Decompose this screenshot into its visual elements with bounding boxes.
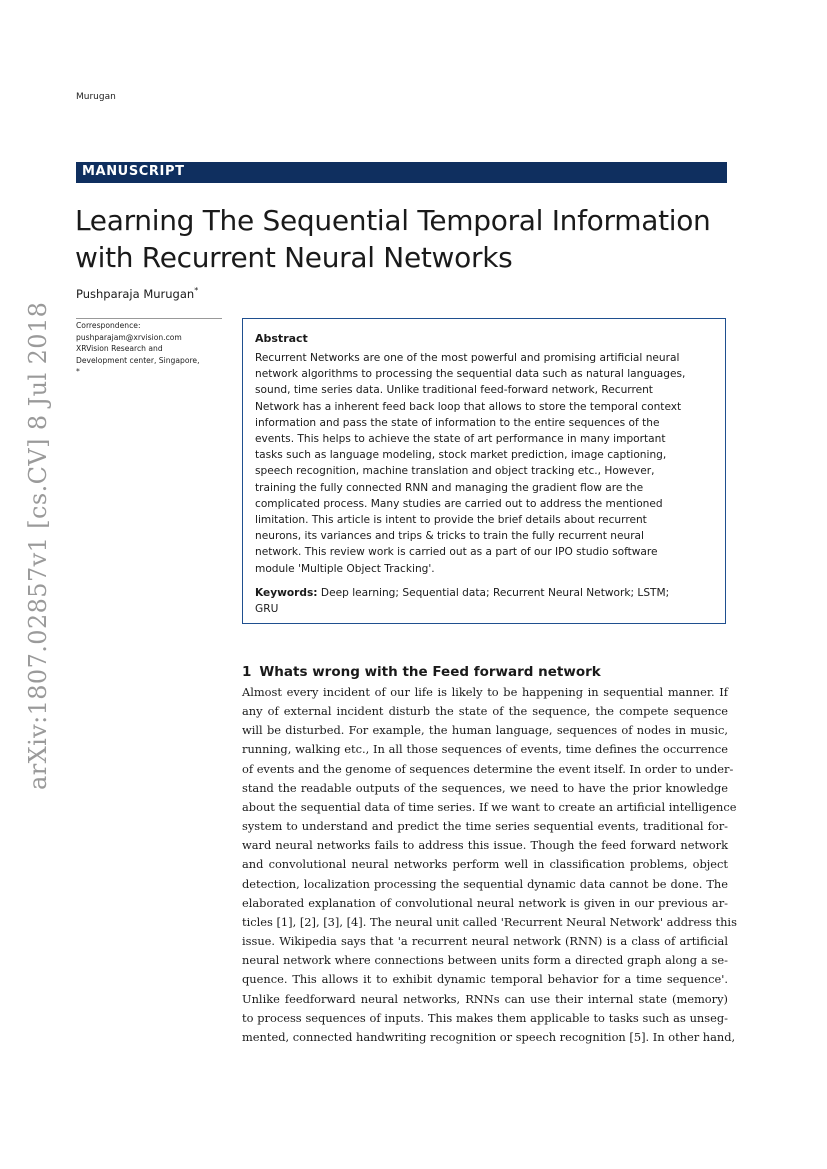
body-line: elaborated explanation of convolutional neural network is given in our previous ar- — [242, 895, 728, 910]
body-line: mented, connected handwriting recognition or speech recognition [5]. In other hand, — [242, 1029, 736, 1044]
running-head: Murugan — [76, 92, 116, 102]
abstract-line: information and pass the state of information to the entire sequences of the — [255, 416, 660, 429]
keywords-list-cont: GRU — [255, 603, 279, 616]
abstract-line: Recurrent Networks are one of the most powerful and promising artificial neural — [255, 352, 680, 364]
abstract-line: speech recognition, machine translation and object tracking etc., However, — [255, 465, 655, 478]
banner-label: MANUSCRIPT — [82, 164, 185, 179]
body-line: any of external incident disturb the state of the sequence, the compete sequence — [242, 704, 728, 719]
keywords-list: Deep learning; Sequential data; Recurrent Neural Network; LSTM; — [320, 587, 670, 599]
body-line: quence. This allows it to exhibit dynamic temporal behavior for a time sequence'. — [242, 972, 728, 987]
abstract-line: network algorithms to processing the sequential data such as natural languages, — [255, 368, 686, 381]
body-line: to process sequences of inputs. This makes them applicable to tasks such as unseg- — [242, 1010, 728, 1025]
body-line: system to understand and predict the time series sequential events, traditional for- — [242, 819, 728, 834]
body-line: ward neural networks fails to address this issue. Though the feed forward network — [242, 838, 728, 853]
body-line: Unlike feedforward neural networks, RNNs can use their internal state (memory) — [242, 991, 728, 1006]
correspondence-block — [76, 320, 226, 378]
correspondence-line: Correspondence: — [76, 321, 141, 330]
body-line: will be disturbed. For example, the human language, sequences of nodes in music, — [242, 723, 728, 738]
body-line: Almost every incident of our life is likely to be happening in sequential manner. If — [242, 685, 728, 699]
correspondence-email[interactable]: pushparajam@xrvision.com — [76, 332, 182, 342]
abstract-line: network. This review work is carried out as a part of our IPO studio software — [255, 546, 658, 559]
paper-title — [75, 202, 735, 276]
title-line-2: with Recurrent Neural Networks — [75, 241, 513, 274]
correspondence-line: * — [76, 367, 80, 376]
abstract-text — [255, 350, 717, 577]
abstract-line: training the fully connected RNN and managing the gradient flow are the — [255, 481, 644, 494]
body-line: neural network where connections between units form a directed graph along a se- — [242, 953, 728, 968]
correspondence-line: XRVision Research and — [76, 344, 163, 353]
arxiv-identifier-stamp: arXiv:1807.02857v1 [cs.CV] 8 Jul 2018 — [24, 301, 52, 790]
body-line: of events and the genome of sequences determine the event itself. In order to under- — [242, 761, 734, 776]
abstract-line: tasks such as language modeling, stock market prediction, image captioning, — [255, 449, 667, 462]
body-line: issue. Wikipedia says that 'a recurrent neural network (RNN) is a class of artificial — [242, 934, 728, 949]
keywords — [255, 585, 717, 617]
body-line: and convolutional neural networks perform well in classification problems, object — [242, 857, 728, 872]
body-line: stand the readable outputs of the sequences, we need to have the prior knowledge — [242, 780, 728, 795]
author-mark: * — [194, 286, 199, 295]
correspondence-rule — [76, 318, 222, 319]
section-body — [242, 683, 737, 1047]
abstract-line: sound, time series data. Unlike traditional feed-forward network, Recurrent — [255, 384, 653, 397]
author-name: Pushparaja Murugan — [76, 286, 195, 301]
abstract-box — [242, 318, 726, 624]
correspondence-line: Development center, Singapore, — [76, 355, 200, 365]
body-line: detection, localization processing the sequential dynamic data cannot be done. The — [242, 876, 728, 891]
abstract-line: module 'Multiple Object Tracking'. — [255, 562, 435, 575]
section-heading — [242, 664, 601, 680]
abstract-heading: Abstract — [255, 332, 308, 345]
body-line: running, walking etc., In all those sequences of events, time defines the occurrence — [242, 742, 728, 757]
abstract-line: Network has a inherent feed back loop that allows to store the temporal context — [255, 400, 682, 413]
section-number: 1 — [242, 664, 252, 680]
author — [76, 286, 198, 301]
abstract-line: neurons, its variances and trips & tricks to train the fully recurrent neural — [255, 530, 644, 543]
keywords-label: Keywords: — [255, 587, 318, 599]
abstract-line: events. This helps to achieve the state of art performance in many important — [255, 433, 666, 446]
body-line: about the sequential data of time series. If we want to create an artificial intelligence — [242, 799, 737, 814]
body-line: ticles [1], [2], [3], [4]. The neural unit called 'Recurrent Neural Network' address this — [242, 914, 737, 929]
section-title: Whats wrong with the Feed forward network — [259, 664, 601, 680]
abstract-line: complicated process. Many studies are carried out to address the mentioned — [255, 497, 663, 510]
title-line-1: Learning The Sequential Temporal Information — [75, 204, 711, 237]
abstract-line: limitation. This article is intent to provide the brief details about recurrent — [255, 514, 647, 527]
manuscript-banner — [76, 162, 727, 183]
